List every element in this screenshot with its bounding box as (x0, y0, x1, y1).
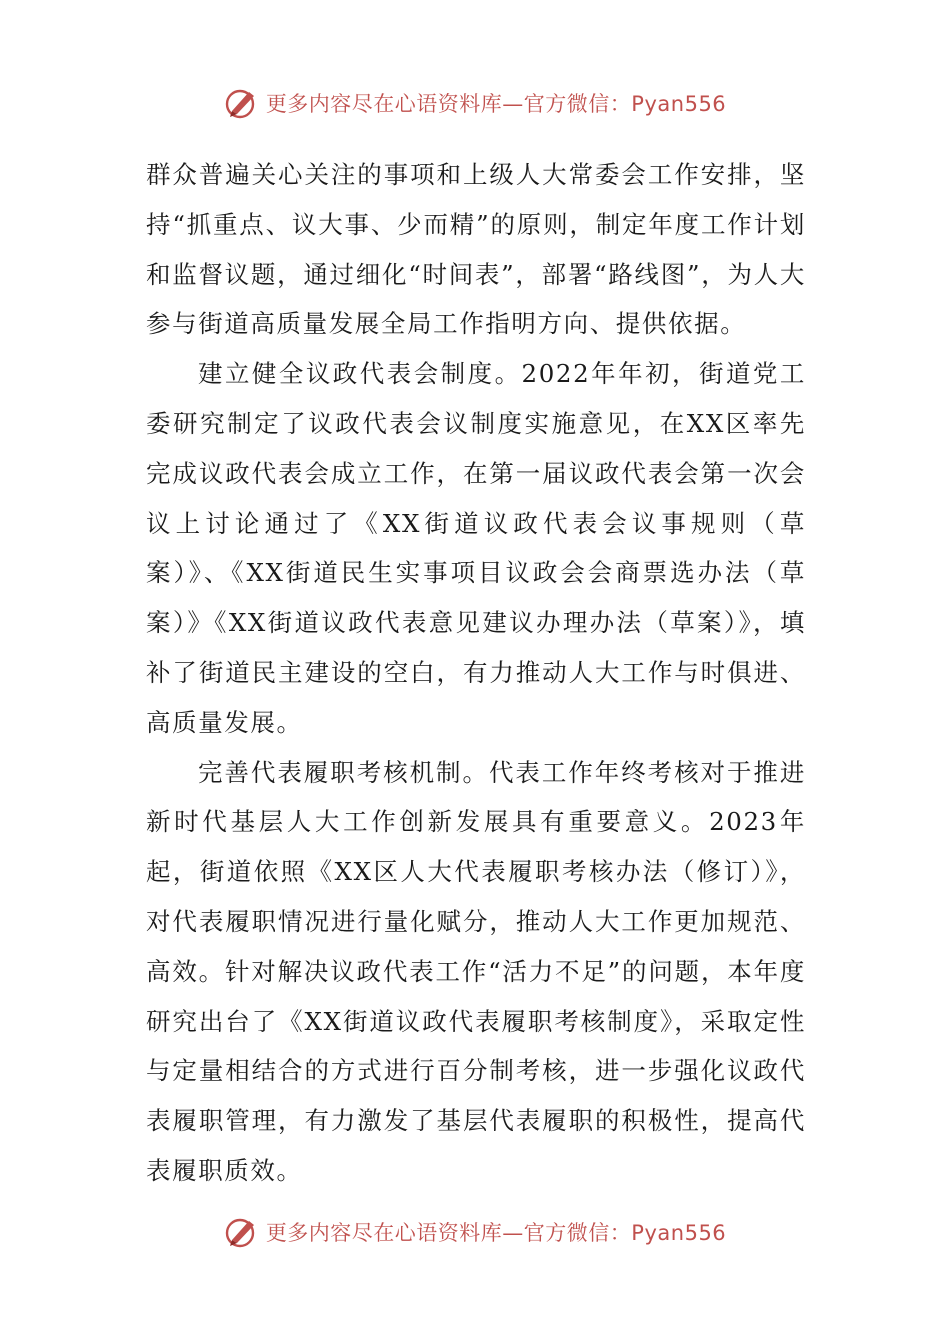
paragraph-3: 完善代表履职考核机制。代表工作年终考核对于推进新时代基层人大工作创新发展具有重要意义。2023年起，街道依照《XX区人大代表履职考核办法（修订）》，对代表履职情况进行量化赋分，推动人大工作更加规范、高效。针对解决议政代表工作“活力不足”的问题，本年度研究出台了《XX街道议政代表履职考核制度》，采取定性与定量相结合的方式进行百分制考核，进一步强化议政代表履职管理，有力激发了基层代表履职的积极性，提高代表履职质效。 (146, 757, 806, 1185)
pen-logo-icon (224, 1214, 260, 1250)
paragraph-2: 建立健全议政代表会制度。2022年年初，街道党工委研究制定了议政代表会议制度实施意见，在XX区率先完成议政代表会成立工作，在第一届议政代表会第一次会议上讨论通过了《XX街道议政代表会议事规则（草案）》、《XX街道民生实事项目议政会会商票选办法（草案）》《XX街道议政代表意见建议办理办法（草案）》，填补了街道民主建设的空白，有力推动人大工作与时俱进、高质量发展。 (146, 359, 806, 737)
pen-logo-icon (224, 85, 260, 121)
footer-banner-text: 更多内容尽在心语资料库—官方微信：Pyan556 (265, 1221, 727, 1245)
document-body (146, 150, 806, 1196)
header-banner-text: 更多内容尽在心语资料库—官方微信：Pyan556 (265, 92, 727, 116)
header-banner (0, 83, 950, 123)
footer-banner (0, 1212, 950, 1252)
paragraph-1: 群众普遍关心关注的事项和上级人大常委会工作安排，坚持“抓重点、议大事、少而精”的原则，制定年度工作计划和监督议题，通过细化“时间表”，部署“路线图”，为人大参与街道高质量发展全局工作指明方向、提供依据。 (146, 160, 806, 339)
